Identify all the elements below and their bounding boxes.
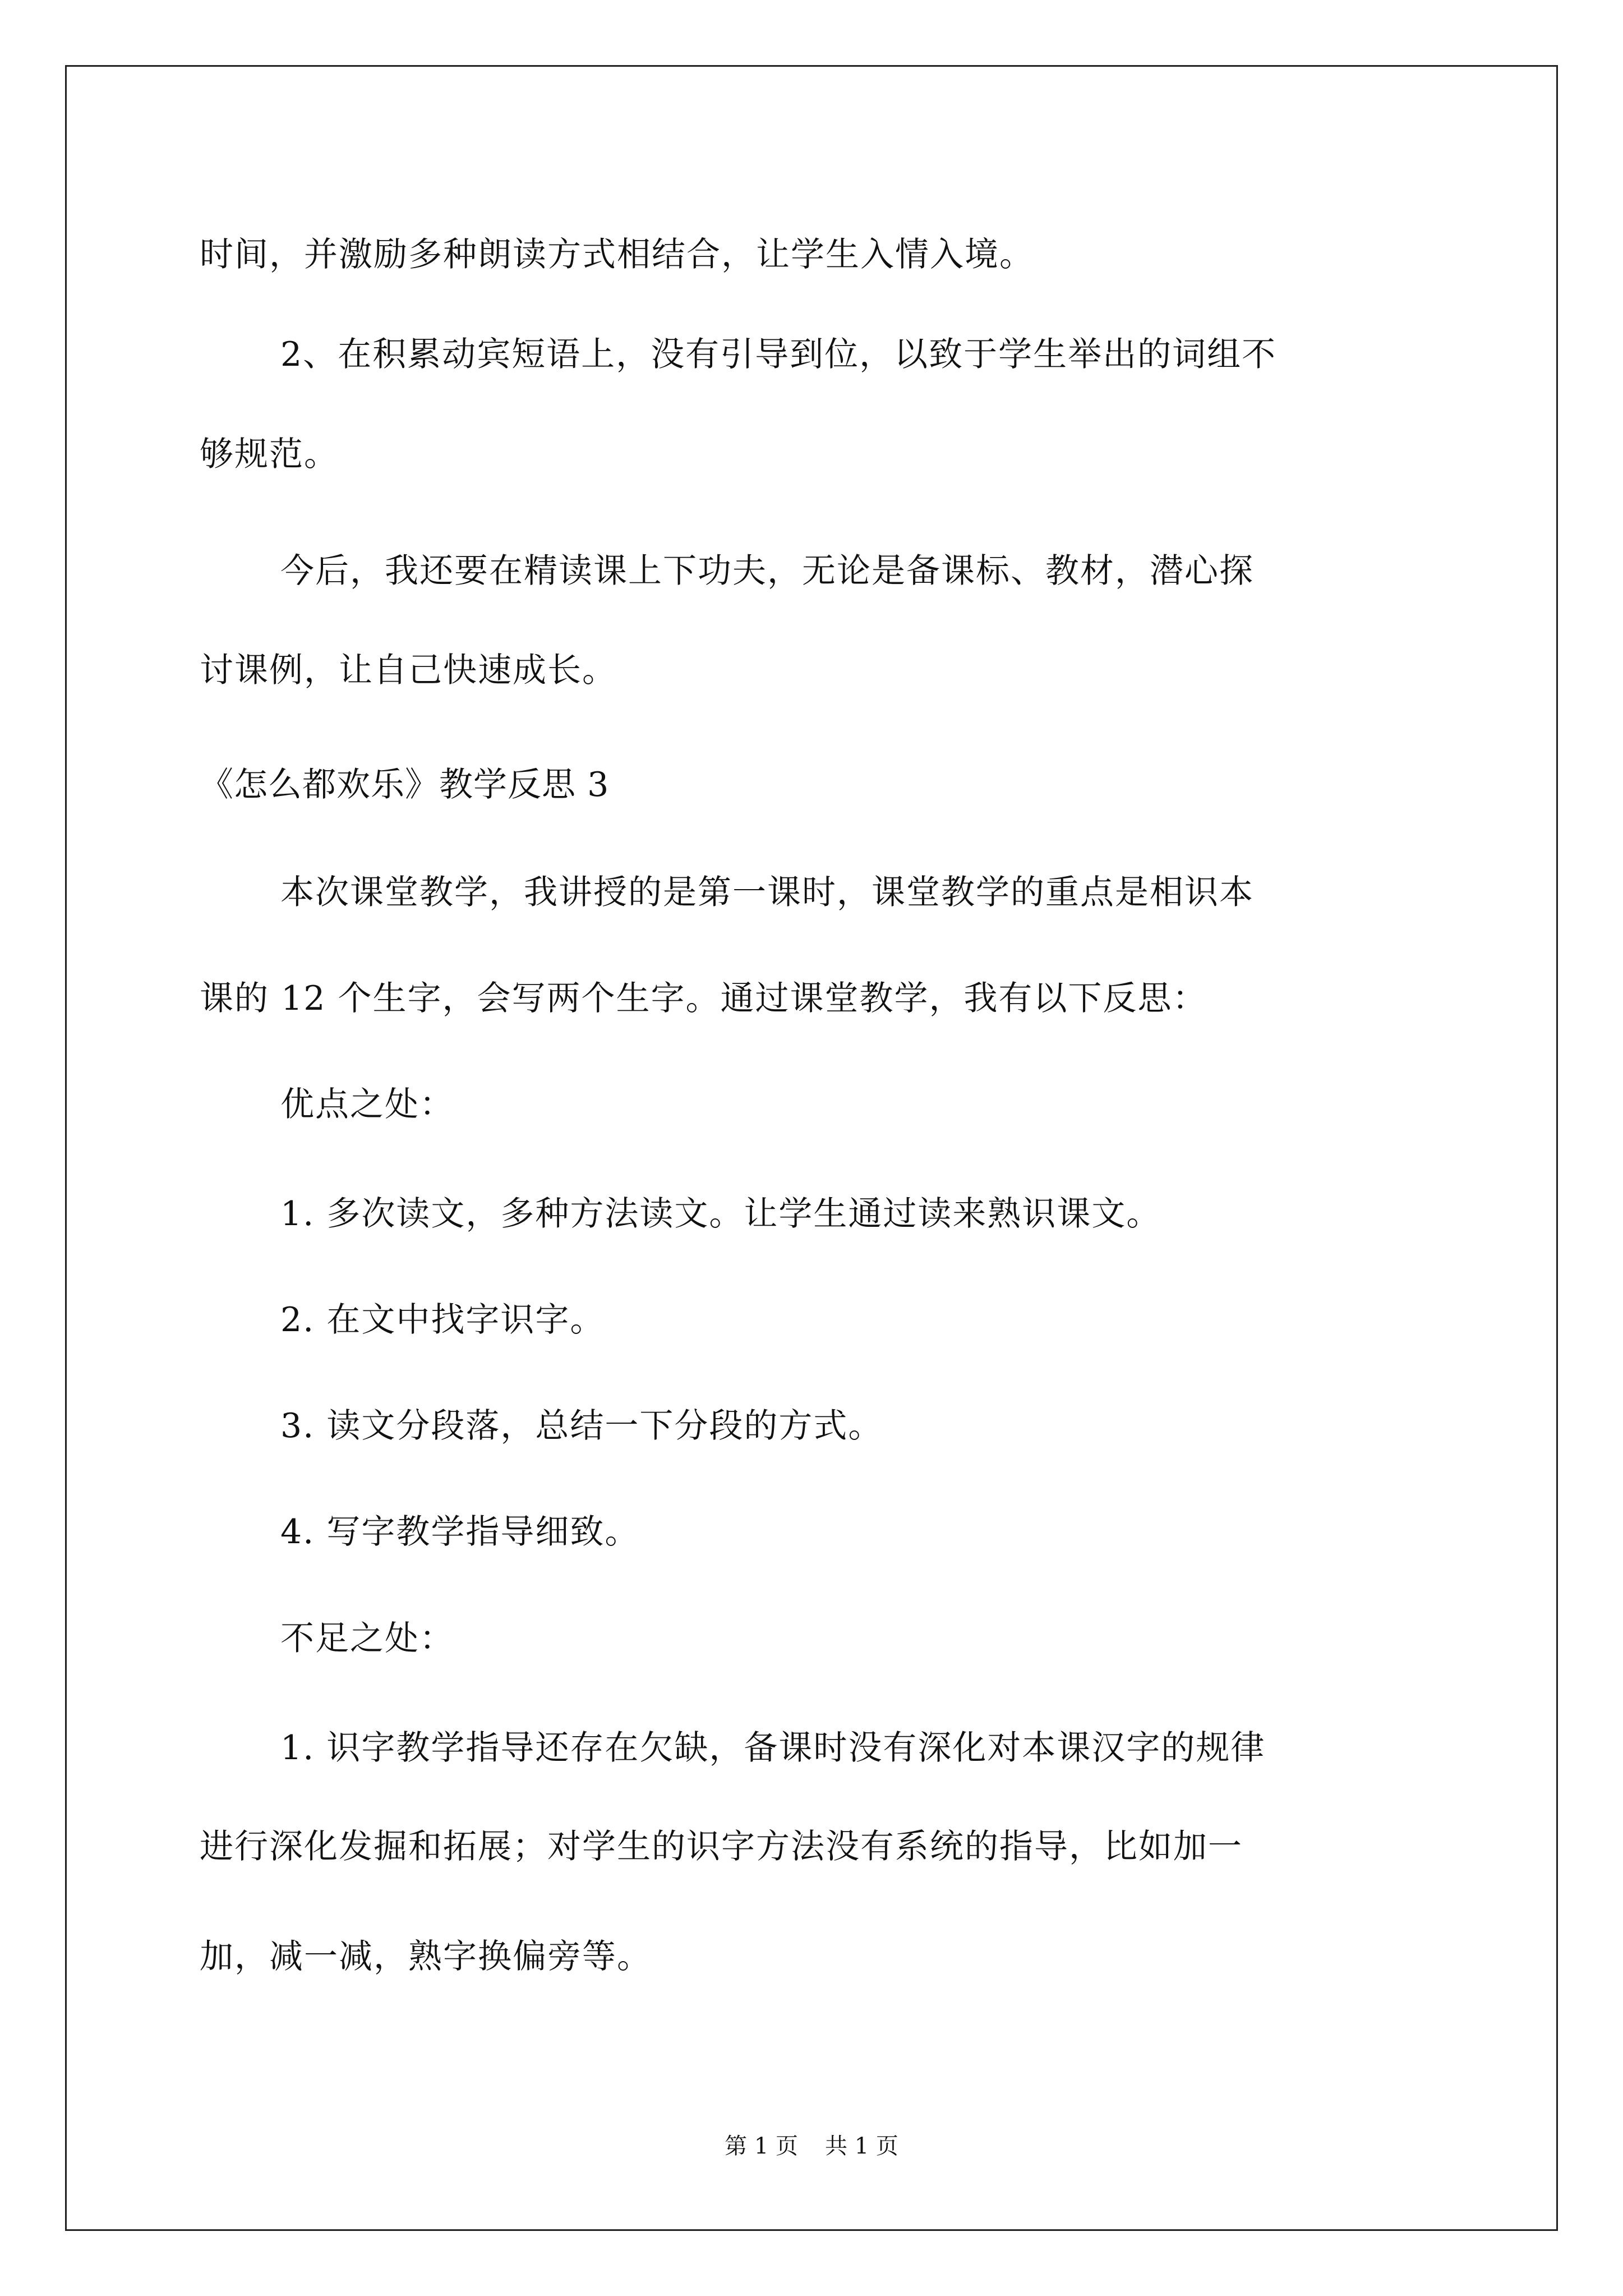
body-line: 加，减一减，熟字换偏旁等。 [200,1937,652,1976]
body-line: 本次课堂教学，我讲授的是第一课时，课堂教学的重点是相识本 [280,873,1254,912]
body-line: 讨课例，让自己快速成长。 [200,651,617,690]
body-line: 不足之处： [280,1619,454,1658]
page-footer [0,2135,1623,2157]
body-line: 3. 读文分段落，总结一下分段的方式。 [280,1406,883,1446]
body-line: 2. 在文中找字识字。 [280,1300,605,1340]
body-line: 课的 12 个生字，会写两个生字。通过课堂教学，我有以下反思： [200,979,1207,1018]
page-number: 第 1 页 [725,2133,798,2159]
page-total: 共 1 页 [825,2133,898,2159]
body-line: 优点之处： [280,1085,454,1124]
body-line: 进行深化发掘和拓展；对学生的识字方法没有系统的指导，比如加一 [200,1827,1243,1866]
body-line: 2、在积累动宾短语上，没有引导到位，以致于学生举出的词组不 [280,335,1277,374]
body-line: 1. 识字教学指导还存在欠缺，备课时没有深化对本课汉字的规律 [280,1728,1266,1768]
body-line: 时间，并激励多种朗读方式相结合，让学生入情入境。 [200,235,1034,274]
page-frame [65,65,1558,2231]
body-line: 够规范。 [200,435,339,474]
section-heading: 《怎么都欢乐》教学反思 3 [200,765,610,804]
body-line: 1. 多次读文，多种方法读文。让学生通过读来熟识课文。 [280,1194,1161,1234]
body-line: 今后，我还要在精读课上下功夫，无论是备课标、教材，潜心探 [280,551,1254,591]
body-line: 4. 写字教学指导细致。 [280,1512,640,1552]
